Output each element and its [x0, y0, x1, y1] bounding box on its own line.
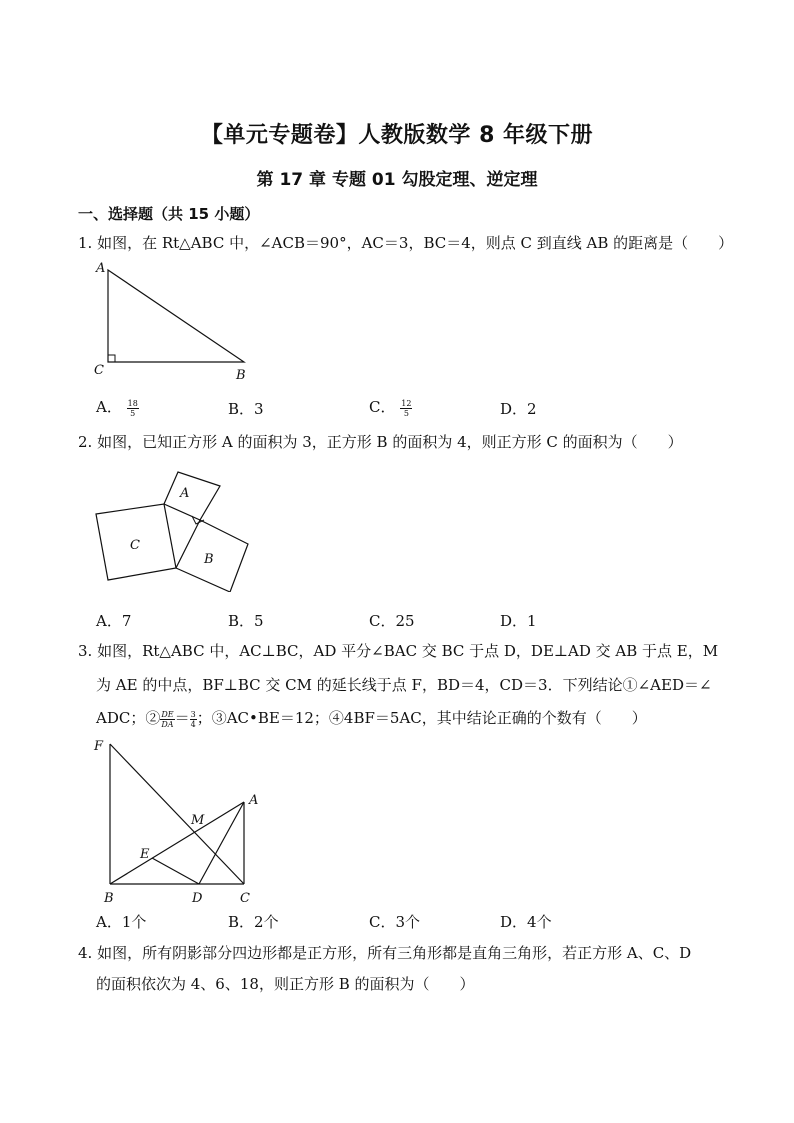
option-text: 1个 [121, 913, 147, 931]
q3-option-c[interactable] [369, 911, 420, 932]
denominator: 4 [190, 719, 196, 729]
question-2-text: 如图，已知正方形 A 的面积为 3，正方形 B 的面积为 4，则正方形 C 的面积为（ ） [97, 433, 683, 451]
option-key: A． [96, 398, 122, 416]
fraction [127, 399, 139, 418]
label-b: B [104, 891, 114, 906]
q3-option-a[interactable] [96, 911, 146, 932]
question-3-number: 3. [78, 642, 93, 660]
option-key: A． [96, 612, 122, 630]
option-key: C． [369, 612, 396, 630]
label-c: C [94, 363, 104, 378]
label-d: D [192, 891, 203, 906]
q1-option-a[interactable] [96, 396, 139, 418]
q1-option-c[interactable] [369, 396, 412, 418]
option-text: 3个 [395, 913, 421, 931]
denominator: DA [161, 719, 174, 729]
q1-option-d[interactable] [500, 398, 537, 419]
document-title: 【单元专题卷】人教版数学 8 年级下册 [200, 123, 594, 148]
numerator: 18 [127, 398, 138, 408]
question-1-text: 如图，在 Rt△ABC 中，∠ACB＝90°，AC＝3，BC＝4，则点 C 到直线 AB 的距离是（ ） [97, 234, 734, 252]
q3-geometry-figure [88, 736, 268, 908]
numerator: 3 [190, 709, 196, 719]
option-text: 1 [527, 612, 537, 630]
q3-option-b[interactable] [228, 911, 279, 932]
label-f: F [94, 739, 104, 754]
label-b: B [236, 368, 246, 383]
question-3-text-3a: ADC；② [96, 709, 161, 727]
question-4-line-1 [78, 938, 691, 968]
q2-option-a[interactable] [96, 610, 131, 631]
option-key: D． [500, 400, 528, 418]
question-3-line-3 [96, 703, 647, 733]
option-key: A． [96, 913, 122, 931]
numerator: DE [161, 709, 174, 719]
square-a [164, 472, 220, 520]
q2-option-b[interactable] [228, 610, 264, 631]
label-square-a: A [180, 486, 190, 501]
question-1 [78, 228, 733, 258]
question-3-line-1 [78, 636, 718, 666]
option-key: C． [369, 913, 396, 931]
question-2 [78, 427, 683, 457]
q1-triangle-figure [88, 258, 258, 383]
question-3-text-1: 如图，Rt△ABC 中，AC⊥BC，AD 平分∠BAC 交 BC 于点 D，DE⊥AD 交 AB 于点 E，M [97, 642, 719, 660]
section-heading: 一、选择题（共 15 小题） [78, 205, 260, 223]
label-a: A [249, 793, 259, 808]
document-subtitle: 第 17 章 专题 01 勾股定理、逆定理 [256, 170, 538, 190]
label-c: C [240, 891, 250, 906]
question-4-line-2: 的面积依次为 4、6、18，则正方形 B 的面积为（ ） [96, 975, 475, 993]
label-square-b: B [204, 552, 214, 567]
q2-option-d[interactable] [500, 610, 537, 631]
question-2-number: 2. [78, 433, 93, 451]
segment-da [199, 802, 244, 884]
question-1-number: 1. [78, 234, 93, 252]
q2-option-c[interactable] [369, 610, 415, 631]
question-4-number: 4. [78, 944, 93, 962]
question-3-equals: ＝ [174, 709, 190, 727]
option-text: 5 [254, 612, 264, 630]
option-key: B． [228, 400, 255, 418]
question-3-text-3c: ；③AC•BE＝12；④4BF＝5AC，其中结论正确的个数有（ ） [196, 709, 647, 727]
option-key: D． [500, 612, 528, 630]
option-text: 2个 [254, 913, 279, 931]
segment-de [152, 858, 199, 884]
option-key: B． [228, 913, 255, 931]
q1-option-b[interactable] [228, 398, 264, 419]
triangle-abc [108, 270, 244, 362]
denominator: 5 [403, 408, 409, 418]
label-e: E [140, 847, 150, 862]
option-key: D． [500, 913, 528, 931]
label-a: A [96, 261, 106, 276]
fraction [400, 399, 412, 418]
denominator: 5 [130, 408, 136, 418]
label-m: M [191, 813, 205, 828]
q3-option-d[interactable] [500, 911, 552, 932]
option-text: 2 [527, 400, 537, 418]
fraction-3-4 [190, 710, 197, 729]
option-text: 7 [121, 612, 132, 630]
label-square-c: C [130, 538, 140, 553]
right-angle-mark [108, 355, 115, 362]
option-text: 3 [254, 400, 264, 418]
option-key: B． [228, 612, 255, 630]
question-4-text-1: 如图，所有阴影部分四边形都是正方形，所有三角形都是直角三角形，若正方形 A、C、D [97, 944, 692, 962]
q2-squares-figure [88, 464, 258, 592]
option-key: C． [369, 398, 396, 416]
fraction-de-da [160, 710, 174, 729]
option-text: 25 [395, 612, 415, 630]
numerator: 12 [401, 398, 412, 408]
option-text: 4个 [527, 913, 552, 931]
question-3-line-2: 为 AE 的中点，BF⊥BC 交 CM 的延长线于点 F，BD＝4，CD＝3．下列结论①∠AED＝∠ [96, 676, 712, 694]
